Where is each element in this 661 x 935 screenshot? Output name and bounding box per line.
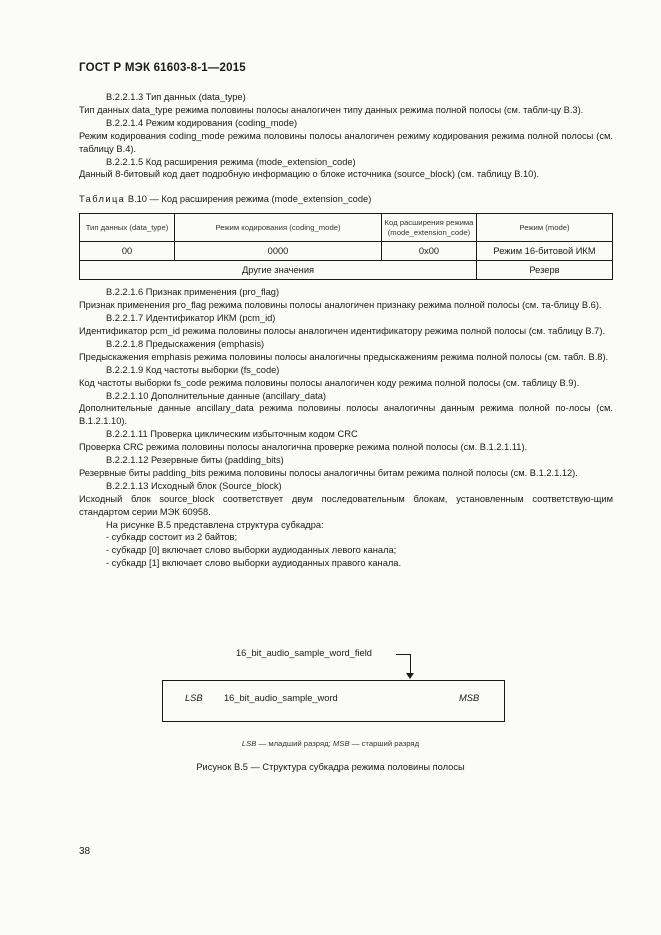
list-item: - субкадр [1] включает слово выборки аудиоданных правого канала.	[106, 558, 402, 569]
paragraph: Дополнительные данные ancillary_data режима половины полосы аналогичны данным режима полной по-лосы (см. B.1.2.1.10).	[79, 403, 613, 427]
paragraph: Исходный блок source_block соответствует двум последовательным блокам, установленным соответствую-щим стандартом серии МЭК 60958.	[79, 493, 613, 517]
paragraph: Режим кодирования coding_mode режима половины полосы аналогичен режиму кодирования режима полной полосы (см. таблицу B.4).	[79, 130, 613, 154]
sample-word-label: 16_bit_audio_sample_word	[224, 693, 338, 703]
table-header-cell: Режим кодирования (coding_mode)	[175, 214, 382, 242]
section-paragraphs-a	[79, 91, 613, 181]
legend-lsb: LSB	[241, 739, 257, 748]
section-heading: B.2.2.1.8 Предыскажения (emphasis)	[106, 338, 265, 349]
section-heading: На рисунке B.5 представлена структура субкадра:	[106, 519, 324, 530]
section-heading: B.2.2.1.10 Дополнительные данные (ancillary_data)	[106, 390, 327, 401]
table-cell: Другие значения	[80, 261, 477, 280]
table-cell: 0000	[175, 242, 382, 261]
paragraph: Код частоты выборки fs_code режима половины полосы аналогичен коду режима полной полосы (см. таблицу B.9).	[79, 377, 580, 388]
document-body	[79, 91, 613, 570]
table-row	[80, 261, 613, 280]
list-item: - субкадр [0] включает слово выборки аудиоданных левого канала;	[106, 545, 397, 556]
section-heading: B.2.2.1.12 Резервные биты (padding_bits)	[106, 455, 284, 466]
section-heading: B.2.2.1.4 Режим кодирования (coding_mode)	[106, 117, 298, 128]
section-heading: B.2.2.1.13 Исходный блок (Source_block)	[106, 480, 282, 491]
table-caption-text: B.10 — Код расширения режима (mode_extension_code)	[125, 194, 372, 205]
section-heading: B.2.2.1.5 Код расширения режима (mode_extension_code)	[106, 156, 356, 167]
paragraph: Идентификатор pcm_id режима половины полосы аналогичен идентификатору режима полной полосы (см. таблицу B.7).	[79, 325, 606, 336]
msb-label: MSB	[459, 693, 480, 703]
mode-extension-table	[79, 213, 613, 280]
paragraph: Тип данных data_type режима половины полосы аналогичен типу данных режима полной полосы (см. табли-цу B.3).	[79, 104, 584, 115]
legend-msb-text: — старший разряд	[349, 739, 420, 748]
table-cell: 0x00	[382, 242, 477, 261]
table-header-cell: Код расширения режима (mode_extension_code)	[382, 214, 477, 242]
table-caption	[79, 193, 613, 206]
field-label: 16_bit_audio_sample_word_field	[236, 648, 372, 658]
table-header-cell: Режим (mode)	[477, 214, 613, 242]
lsb-label: LSB	[185, 693, 203, 703]
section-heading: B.2.2.1.7 Идентификатор ИКМ (pcm_id)	[106, 313, 276, 324]
paragraph: Предыскажения emphasis режима половины полосы аналогичны предыскажениям режима полной полосы (см. табл. B.8).	[79, 351, 609, 362]
section-heading: B.2.2.1.6 Признак применения (pro_flag)	[106, 287, 280, 298]
figure-caption: Рисунок B.5 — Структура субкадра режима половины полосы	[196, 762, 465, 772]
table-header-cell: Тип данных (data_type)	[80, 214, 175, 242]
paragraph: Проверка CRC режима половины полосы аналогична проверке режима полной полосы (см. B.1.2.1.11).	[79, 442, 528, 453]
subframe-box	[162, 680, 505, 722]
list-item: - субкадр состоит из 2 байтов;	[106, 532, 238, 543]
section-paragraphs-b	[79, 286, 613, 570]
legend-msb: MSB	[332, 739, 350, 748]
table-cell: Режим 16-битовой ИКМ	[477, 242, 613, 261]
page-number: 38	[79, 846, 91, 857]
section-heading: B.2.2.1.3 Тип данных (data_type)	[106, 92, 246, 102]
paragraph: Резервные биты padding_bits режима половины полосы аналогичны битам режима полной полосы (см. B.1.2.1.12).	[79, 467, 578, 478]
document-header: ГОСТ Р МЭК 61603-8-1—2015	[79, 62, 246, 74]
table-cell: 00	[80, 242, 175, 261]
subframe-figure	[0, 640, 661, 780]
paragraph: Признак применения pro_flag режима половины полосы аналогичен признаку режима полной полосы (см. та-блицу B.6).	[79, 300, 602, 311]
paragraph: Данный 8-битовый код дает подробную информацию о блоке источника (source_block) (см. таблицу B.10).	[79, 169, 540, 180]
section-heading: B.2.2.1.11 Проверка циклическим избыточным кодом CRC	[106, 429, 358, 440]
arrow-down-icon	[406, 673, 414, 679]
legend-lsb-text: — младший разряд;	[256, 739, 333, 748]
section-heading: B.2.2.1.9 Код частоты выборки (fs_code)	[106, 364, 280, 375]
table-caption-prefix: Таблица	[79, 194, 126, 205]
table-row	[80, 242, 613, 261]
figure-legend	[0, 739, 661, 748]
table-cell: Резерв	[477, 261, 613, 280]
table-header-row	[80, 214, 613, 242]
field-leader-line	[396, 654, 410, 655]
